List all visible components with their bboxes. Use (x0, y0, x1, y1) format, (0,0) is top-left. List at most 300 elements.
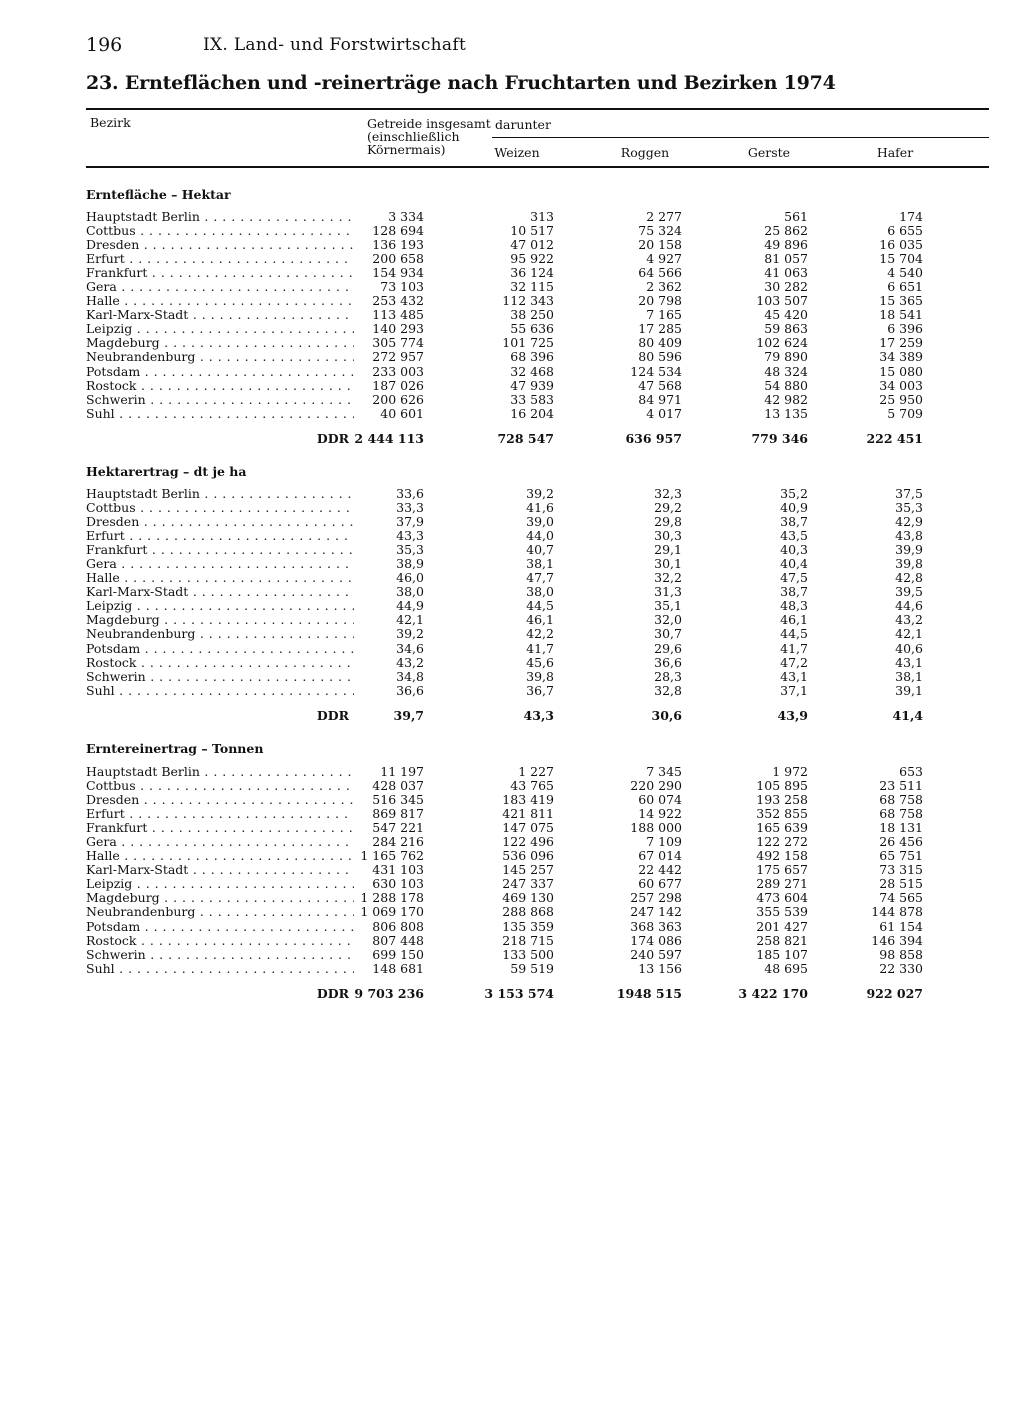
total-label: DDR (316, 708, 349, 723)
cell-gerste: 289 271 (756, 876, 808, 892)
cell-weizen: 536 096 (502, 848, 554, 864)
cell-weizen: 45,6 (526, 654, 554, 670)
table-row (86, 266, 989, 280)
cell-getreide: 36,6 (396, 682, 424, 698)
cell-weizen: 95 922 (510, 251, 554, 267)
cell-getreide: 200 658 (372, 251, 424, 267)
cell-weizen: 59 519 (510, 960, 554, 976)
column-header-getreide-line1: Getreide insgesamt (367, 116, 491, 131)
cell-gerste: 38,7 (780, 514, 808, 530)
cell-roggen: 124 534 (630, 363, 682, 379)
cell-getreide: 305 774 (372, 335, 424, 351)
cell-roggen: 30,3 (654, 528, 682, 544)
cell-hafer: 18 541 (879, 307, 923, 323)
total-roggen: 1948 515 (616, 986, 682, 1001)
cell-roggen: 32,2 (654, 570, 682, 586)
cell-gerste: 193 258 (756, 792, 808, 808)
cell-getreide: 44,9 (396, 598, 424, 614)
table-row (86, 684, 989, 698)
table-row (86, 656, 989, 670)
cell-getreide: 253 432 (372, 293, 424, 309)
total-gerste: 779 346 (751, 431, 808, 446)
table-row (86, 322, 989, 336)
cell-gerste: 492 158 (756, 848, 808, 864)
cell-weizen: 42,2 (526, 626, 554, 642)
cell-roggen: 84 971 (638, 391, 682, 407)
total-hafer: 922 027 (866, 986, 923, 1001)
bezirk-name: Magdeburg . . . (86, 891, 354, 905)
cell-weizen: 10 517 (510, 223, 554, 239)
cell-gerste: 41 063 (764, 265, 808, 281)
cell-gerste: 49 896 (764, 237, 808, 253)
total-gerste: 43,9 (777, 708, 808, 723)
cell-roggen: 80 409 (638, 335, 682, 351)
bezirk-name: Magdeburg . . . (86, 336, 354, 350)
cell-hafer: 16 035 (879, 237, 923, 253)
cell-weizen: 44,0 (526, 528, 554, 544)
cell-gerste: 40,9 (780, 500, 808, 516)
cell-roggen: 368 363 (630, 918, 682, 934)
cell-weizen: 133 500 (502, 946, 554, 962)
table-row (86, 501, 989, 515)
bezirk-name: Cottbus . . . (86, 501, 354, 515)
bezirk-name: Neubrandenburg . . . (86, 905, 354, 919)
cell-hafer: 5 709 (887, 405, 923, 421)
cell-getreide: 233 003 (372, 363, 424, 379)
bezirk-name: Dresden . . . (86, 515, 354, 529)
cell-getreide: 37,9 (396, 514, 424, 530)
cell-weizen: 41,6 (526, 500, 554, 516)
bezirk-name: Karl-Marx-Stadt . . . (86, 863, 354, 877)
cell-getreide: 33,3 (396, 500, 424, 516)
cell-roggen: 80 596 (638, 349, 682, 365)
table-row (86, 934, 989, 948)
cell-getreide: 46,0 (396, 570, 424, 586)
table-row (86, 670, 989, 684)
cell-hafer: 61 154 (879, 918, 923, 934)
cell-weizen: 122 496 (502, 834, 554, 850)
table-row (86, 891, 989, 905)
bezirk-name: Halle . . . (86, 849, 354, 863)
cell-roggen: 22 442 (638, 862, 682, 878)
cell-weizen: 247 337 (502, 876, 554, 892)
cell-roggen: 32,8 (654, 682, 682, 698)
bezirk-name: Neubrandenburg . . . (86, 627, 354, 641)
bezirk-name: Leipzig . . . (86, 599, 354, 613)
cell-hafer: 74 565 (879, 890, 923, 906)
bezirk-name: Gera . . . (86, 835, 354, 849)
cell-gerste: 561 (784, 209, 808, 224)
total-hafer: 222 451 (866, 431, 923, 446)
total-row-reinertrag (86, 986, 989, 1002)
table-row (86, 294, 989, 308)
cell-getreide: 113 485 (372, 307, 424, 323)
cell-gerste: 201 427 (756, 918, 808, 934)
section-rows-ertrag (86, 487, 989, 698)
table-row (86, 252, 989, 266)
cell-hafer: 37,5 (895, 486, 923, 501)
table-row (86, 807, 989, 821)
bezirk-name: Rostock . . . (86, 934, 354, 948)
table-row (86, 849, 989, 863)
cell-gerste: 258 821 (756, 932, 808, 948)
cell-roggen: 29,1 (654, 542, 682, 558)
bezirk-name: Magdeburg . . . (86, 613, 354, 627)
cell-roggen: 240 597 (630, 946, 682, 962)
cell-roggen: 20 798 (638, 293, 682, 309)
cell-getreide: 73 103 (380, 279, 424, 295)
cell-roggen: 29,6 (654, 640, 682, 656)
running-head (86, 34, 467, 56)
cell-getreide: 272 957 (372, 349, 424, 365)
cell-getreide: 284 216 (372, 834, 424, 850)
cell-roggen: 75 324 (638, 223, 682, 239)
table-row (86, 308, 989, 322)
cell-roggen: 36,6 (654, 654, 682, 670)
cell-hafer: 39,1 (895, 682, 923, 698)
cell-getreide: 187 026 (372, 377, 424, 393)
table-row (86, 613, 989, 627)
cell-hafer: 6 651 (887, 279, 923, 295)
cell-hafer: 6 396 (887, 321, 923, 337)
column-header-bezirk: Bezirk (90, 115, 131, 130)
cell-weizen: 32 468 (510, 363, 554, 379)
bezirk-name: Potsdam . . . (86, 920, 354, 934)
cell-hafer: 18 131 (879, 820, 923, 836)
total-label: DDR (316, 431, 349, 446)
cell-gerste: 352 855 (756, 806, 808, 822)
bezirk-name: Cottbus . . . (86, 779, 354, 793)
cell-gerste: 175 657 (756, 862, 808, 878)
bezirk-name: Potsdam . . . (86, 365, 354, 379)
cell-roggen: 32,0 (654, 612, 682, 628)
cell-hafer: 15 704 (879, 251, 923, 267)
bezirk-name: Frankfurt . . . (86, 266, 354, 280)
cell-weizen: 41,7 (526, 640, 554, 656)
column-header-hafer: Hafer (876, 145, 914, 160)
column-header-getreide-line3: Körnermais) (367, 142, 446, 157)
cell-gerste: 79 890 (764, 349, 808, 365)
cell-gerste: 54 880 (764, 377, 808, 393)
cell-weizen: 46,1 (526, 612, 554, 628)
cell-hafer: 43,2 (895, 612, 923, 628)
cell-getreide: 1 165 762 (360, 848, 424, 864)
cell-weizen: 38 250 (510, 307, 554, 323)
cell-getreide: 806 808 (372, 918, 424, 934)
total-weizen: 43,3 (523, 708, 554, 723)
section-title-flaeche: Erntefläche – Hektar (86, 187, 231, 202)
table-row (86, 336, 989, 350)
bezirk-name: Leipzig . . . (86, 322, 354, 336)
cell-hafer: 42,1 (895, 626, 923, 642)
cell-weizen: 218 715 (502, 932, 554, 948)
cell-hafer: 40,6 (895, 640, 923, 656)
cell-gerste: 473 604 (756, 890, 808, 906)
table-row (86, 393, 989, 407)
bezirk-name: Schwerin . . . (86, 670, 354, 684)
bezirk-name: Schwerin . . . (86, 393, 354, 407)
chapter-title: IX. Land- und Forstwirtschaft (203, 35, 467, 55)
table-row (86, 280, 989, 294)
bezirk-name: Rostock . . . (86, 379, 354, 393)
cell-getreide: 38,0 (396, 584, 424, 600)
cell-weizen: 288 868 (502, 904, 554, 920)
cell-roggen: 188 000 (630, 820, 682, 836)
cell-hafer: 38,1 (895, 668, 923, 684)
cell-hafer: 26 456 (879, 834, 923, 850)
table-row (86, 557, 989, 571)
cell-gerste: 45 420 (764, 307, 808, 323)
cell-gerste: 48,3 (780, 598, 808, 614)
cell-roggen: 14 922 (638, 806, 682, 822)
cell-hafer: 25 950 (879, 391, 923, 407)
table-row (86, 210, 989, 224)
cell-gerste: 46,1 (780, 612, 808, 628)
page-number: 196 (86, 34, 123, 56)
cell-getreide: 43,3 (396, 528, 424, 544)
cell-hafer: 653 (899, 764, 923, 779)
cell-weizen: 47,7 (526, 570, 554, 586)
table-row (86, 543, 989, 557)
cell-weizen: 39,8 (526, 668, 554, 684)
bezirk-name: Cottbus . . . (86, 224, 354, 238)
cell-getreide: 699 150 (372, 946, 424, 962)
cell-hafer: 42,9 (895, 514, 923, 530)
cell-hafer: 68 758 (879, 792, 923, 808)
bezirk-name: Frankfurt . . . (86, 543, 354, 557)
cell-getreide: 140 293 (372, 321, 424, 337)
cell-roggen: 29,8 (654, 514, 682, 530)
cell-getreide: 630 103 (372, 876, 424, 892)
cell-roggen: 7 165 (646, 307, 682, 323)
cell-roggen: 4 017 (646, 405, 682, 421)
cell-gerste: 41,7 (780, 640, 808, 656)
bezirk-name: Halle . . . (86, 571, 354, 585)
table-row (86, 365, 989, 379)
column-header-darunter: darunter (495, 117, 551, 132)
table-row (86, 515, 989, 529)
cell-gerste: 1 972 (772, 764, 808, 779)
cell-weizen: 1 227 (518, 764, 554, 779)
cell-weizen: 47 012 (510, 237, 554, 253)
cell-gerste: 185 107 (756, 946, 808, 962)
cell-roggen: 31,3 (654, 584, 682, 600)
cell-weizen: 135 359 (502, 918, 554, 934)
bezirk-name: Suhl . . . (86, 684, 354, 698)
cell-weizen: 39,2 (526, 486, 554, 501)
cell-getreide: 43,2 (396, 654, 424, 670)
header-top-rule (86, 108, 989, 110)
table-row (86, 487, 989, 501)
cell-hafer: 73 315 (879, 862, 923, 878)
bezirk-name: Frankfurt . . . (86, 821, 354, 835)
cell-getreide: 869 817 (372, 806, 424, 822)
cell-weizen: 40,7 (526, 542, 554, 558)
cell-gerste: 105 895 (756, 778, 808, 794)
bezirk-name: Karl-Marx-Stadt . . . (86, 308, 354, 322)
cell-getreide: 547 221 (372, 820, 424, 836)
table-row (86, 877, 989, 891)
section-rows-reinertrag (86, 765, 989, 976)
cell-roggen: 2 277 (646, 209, 682, 224)
table-row (86, 407, 989, 421)
cell-hafer: 34 389 (879, 349, 923, 365)
table-row (86, 350, 989, 364)
bezirk-name: Dresden . . . (86, 793, 354, 807)
bezirk-name: Hauptstadt Berlin . . . (86, 487, 354, 501)
total-weizen: 3 153 574 (484, 986, 554, 1001)
cell-getreide: 128 694 (372, 223, 424, 239)
total-gerste: 3 422 170 (738, 986, 808, 1001)
bezirk-name: Karl-Marx-Stadt . . . (86, 585, 354, 599)
cell-weizen: 39,0 (526, 514, 554, 530)
cell-roggen: 35,1 (654, 598, 682, 614)
bezirk-name: Suhl . . . (86, 962, 354, 976)
section-title-ertrag: Hektarertrag – dt je ha (86, 464, 247, 479)
total-label: DDR (316, 986, 349, 1001)
cell-hafer: 68 758 (879, 806, 923, 822)
cell-weizen: 183 419 (502, 792, 554, 808)
table-row (86, 821, 989, 835)
table-row (86, 585, 989, 599)
cell-weizen: 421 811 (502, 806, 554, 822)
cell-getreide: 148 681 (372, 960, 424, 976)
cell-weizen: 101 725 (502, 335, 554, 351)
cell-getreide: 34,6 (396, 640, 424, 656)
bezirk-name: Leipzig . . . (86, 877, 354, 891)
cell-getreide: 33,6 (396, 486, 424, 501)
cell-hafer: 44,6 (895, 598, 923, 614)
cell-gerste: 35,2 (780, 486, 808, 501)
cell-hafer: 43,8 (895, 528, 923, 544)
cell-getreide: 1 288 178 (360, 890, 424, 906)
table-row (86, 863, 989, 877)
cell-gerste: 59 863 (764, 321, 808, 337)
cell-roggen: 20 158 (638, 237, 682, 253)
cell-roggen: 30,1 (654, 556, 682, 572)
column-header-gerste: Gerste (747, 145, 791, 160)
cell-hafer: 23 511 (879, 778, 923, 794)
cell-gerste: 38,7 (780, 584, 808, 600)
cell-gerste: 48 324 (764, 363, 808, 379)
total-getreide: 39,7 (393, 708, 424, 723)
column-header-roggen: Roggen (620, 145, 670, 160)
table-row (86, 835, 989, 849)
cell-gerste: 81 057 (764, 251, 808, 267)
cell-roggen: 247 142 (630, 904, 682, 920)
cell-getreide: 40 601 (380, 405, 424, 421)
bezirk-name: Halle . . . (86, 294, 354, 308)
cell-roggen: 257 298 (630, 890, 682, 906)
cell-roggen: 7 345 (646, 764, 682, 779)
bezirk-name: Gera . . . (86, 557, 354, 571)
total-hafer: 41,4 (892, 708, 923, 723)
cell-getreide: 154 934 (372, 265, 424, 281)
cell-getreide: 39,2 (396, 626, 424, 642)
total-roggen: 30,6 (651, 708, 682, 723)
cell-hafer: 34 003 (879, 377, 923, 393)
cell-getreide: 3 334 (388, 209, 424, 224)
cell-weizen: 47 939 (510, 377, 554, 393)
total-getreide: 2 444 113 (354, 431, 424, 446)
cell-roggen: 32,3 (654, 486, 682, 501)
cell-gerste: 25 862 (764, 223, 808, 239)
column-header-getreide-line2: (einschließlich (367, 129, 460, 144)
table-row (86, 379, 989, 393)
table-row (86, 962, 989, 976)
table-title: 23. Ernteflächen und -reinerträge nach Fruchtarten und Bezirken 1974 (86, 72, 836, 94)
cell-weizen: 43 765 (510, 778, 554, 794)
bezirk-name: Erfurt . . . (86, 807, 354, 821)
cell-roggen: 67 014 (638, 848, 682, 864)
table-row (86, 765, 989, 779)
bezirk-name: Suhl . . . (86, 407, 354, 421)
header-bottom-rule (86, 166, 989, 168)
cell-roggen: 2 362 (646, 279, 682, 295)
cell-hafer: 98 858 (879, 946, 923, 962)
cell-roggen: 29,2 (654, 500, 682, 516)
cell-weizen: 16 204 (510, 405, 554, 421)
cell-gerste: 355 539 (756, 904, 808, 920)
cell-hafer: 65 751 (879, 848, 923, 864)
cell-hafer: 22 330 (879, 960, 923, 976)
cell-weizen: 313 (530, 209, 554, 224)
cell-gerste: 43,5 (780, 528, 808, 544)
cell-weizen: 38,0 (526, 584, 554, 600)
cell-gerste: 48 695 (764, 960, 808, 976)
cell-getreide: 807 448 (372, 932, 424, 948)
table-row (86, 238, 989, 252)
bezirk-name: Erfurt . . . (86, 252, 354, 266)
cell-weizen: 38,1 (526, 556, 554, 572)
cell-weizen: 469 130 (502, 890, 554, 906)
cell-weizen: 44,5 (526, 598, 554, 614)
cell-getreide: 136 193 (372, 237, 424, 253)
cell-gerste: 40,3 (780, 542, 808, 558)
section-rows-flaeche (86, 210, 989, 421)
cell-roggen: 220 290 (630, 778, 682, 794)
cell-roggen: 60 677 (638, 876, 682, 892)
cell-hafer: 4 540 (887, 265, 923, 281)
table-row (86, 920, 989, 934)
table-row (86, 571, 989, 585)
cell-weizen: 112 343 (502, 293, 554, 309)
cell-getreide: 42,1 (396, 612, 424, 628)
cell-gerste: 122 272 (756, 834, 808, 850)
cell-gerste: 102 624 (756, 335, 808, 351)
table-row (86, 905, 989, 919)
bezirk-name: Gera . . . (86, 280, 354, 294)
cell-roggen: 17 285 (638, 321, 682, 337)
header-sub-rule (492, 137, 989, 138)
table-row (86, 224, 989, 238)
cell-gerste: 44,5 (780, 626, 808, 642)
cell-roggen: 174 086 (630, 932, 682, 948)
cell-roggen: 60 074 (638, 792, 682, 808)
cell-hafer: 174 (899, 209, 923, 224)
cell-roggen: 30,7 (654, 626, 682, 642)
cell-hafer: 15 080 (879, 363, 923, 379)
cell-gerste: 43,1 (780, 668, 808, 684)
cell-weizen: 36 124 (510, 265, 554, 281)
table-row (86, 627, 989, 641)
cell-roggen: 4 927 (646, 251, 682, 267)
cell-hafer: 144 878 (871, 904, 923, 920)
table-row (86, 529, 989, 543)
cell-weizen: 147 075 (502, 820, 554, 836)
cell-getreide: 38,9 (396, 556, 424, 572)
table-row (86, 642, 989, 656)
